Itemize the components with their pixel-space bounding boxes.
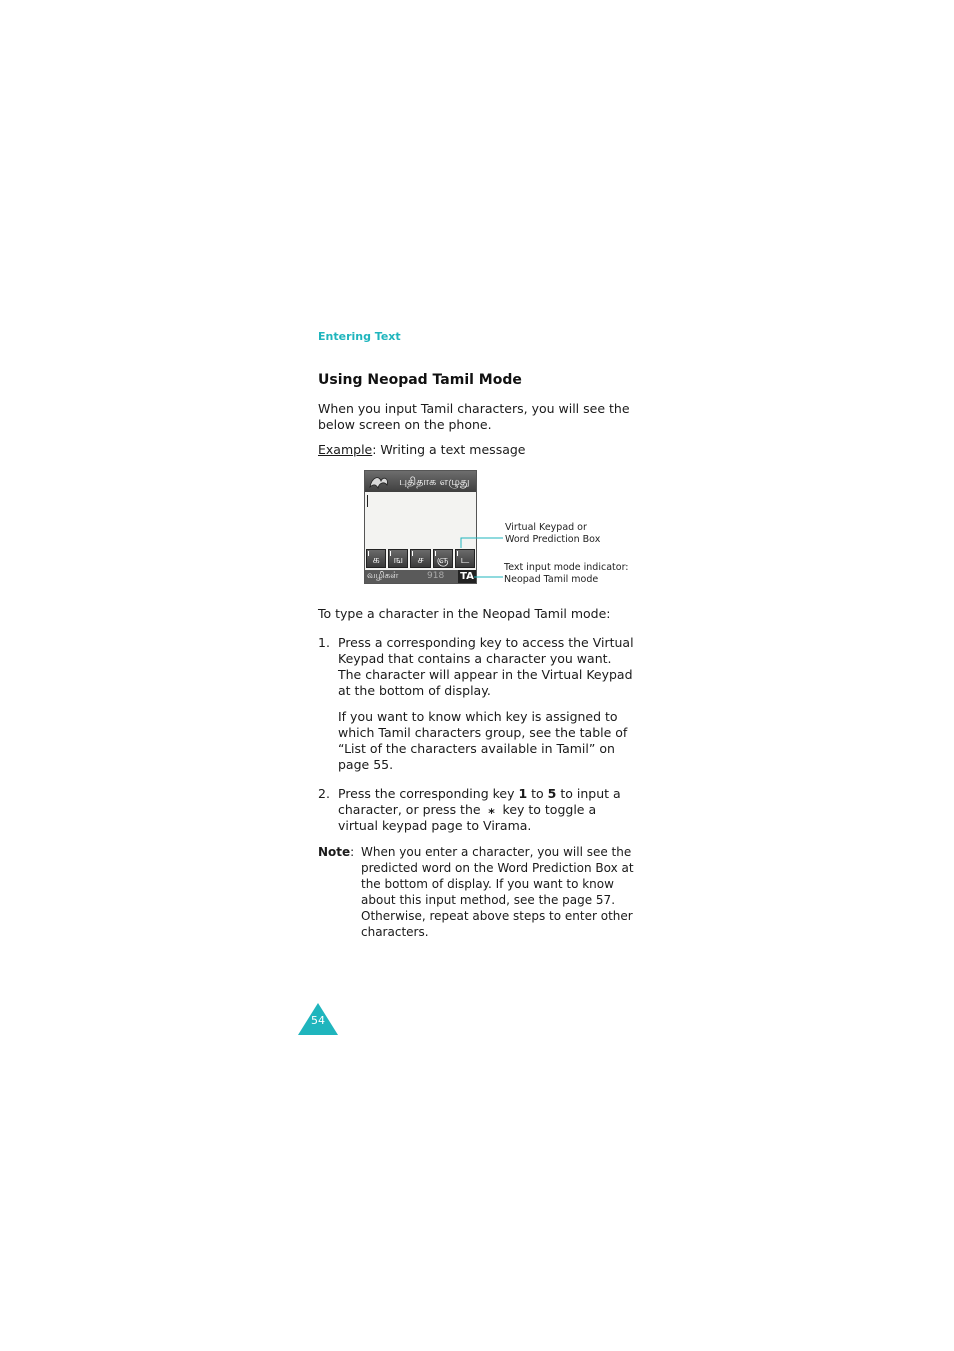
step-number: 1. bbox=[318, 635, 330, 650]
step-text: Press the corresponding key 1 to 5 to input a character, or press the ⁎ key to toggle a virtual keypad page to Virama. bbox=[338, 786, 621, 833]
example-text: : Writing a text message bbox=[372, 442, 526, 457]
keypad-callout-line1: Virtual Keypad or bbox=[505, 522, 587, 533]
note-text: When you enter a character, you will see the predicted word on the Word Prediction Box at the bottom of display. If you want to know about this input method, see the page 57. Otherwise, repeat above steps to enter other characters. bbox=[361, 845, 634, 939]
mode-callout-line1: Text input mode indicator: bbox=[504, 562, 629, 573]
page-number: 54 bbox=[311, 1014, 325, 1027]
step-1-detail: If you want to know which key is assigned to which Tamil characters group, see the table of “List of the characters available in Tamil” on page 55. bbox=[338, 709, 628, 772]
section-heading: Using Neopad Tamil Mode bbox=[318, 372, 522, 388]
keypad-key: ட bbox=[455, 549, 475, 568]
keypad-key: க bbox=[366, 549, 386, 568]
mode-callout-line2: Neopad Tamil mode bbox=[504, 574, 599, 585]
star-key-icon: ⁎ bbox=[488, 802, 495, 817]
key-1: 1 bbox=[518, 786, 528, 801]
note: Note: When you enter a character, you will see the predicted word on the Word Prediction Box at the bottom of display. If you want to know about this input method, see the page 57. Otherwise, repeat above steps to enter other characters. bbox=[318, 844, 638, 860]
step-text: Press a corresponding key to access the Virtual Keypad that contains a character you want. The character will appear in the Virtual Keypad at the bottom of display. bbox=[338, 635, 634, 698]
input-mode-indicator: TA bbox=[458, 570, 476, 583]
character-count: 918 bbox=[427, 571, 445, 581]
step-number: 2. bbox=[318, 786, 330, 801]
section-label: Entering Text bbox=[318, 330, 401, 343]
note-label: Note bbox=[318, 845, 351, 859]
key-5: 5 bbox=[547, 786, 557, 801]
example-label: Example bbox=[318, 442, 373, 457]
keypad-callout bbox=[505, 522, 600, 546]
instruction-intro: To type a character in the Neopad Tamil mode: bbox=[318, 606, 611, 621]
phone-title-text: புதிதாக எழுது bbox=[399, 475, 470, 488]
options-soft-key: வழிகள் bbox=[367, 571, 399, 581]
keypad-key: ச bbox=[410, 549, 430, 568]
keypad-key: ஞ bbox=[433, 549, 453, 568]
mode-callout bbox=[504, 562, 629, 586]
keypad-callout-line bbox=[461, 538, 503, 548]
keypad-callout-line2: Word Prediction Box bbox=[505, 534, 601, 545]
intro-paragraph: When you input Tamil characters, you will see the below screen on the phone. bbox=[318, 401, 630, 432]
keypad-key: ங bbox=[388, 549, 408, 568]
